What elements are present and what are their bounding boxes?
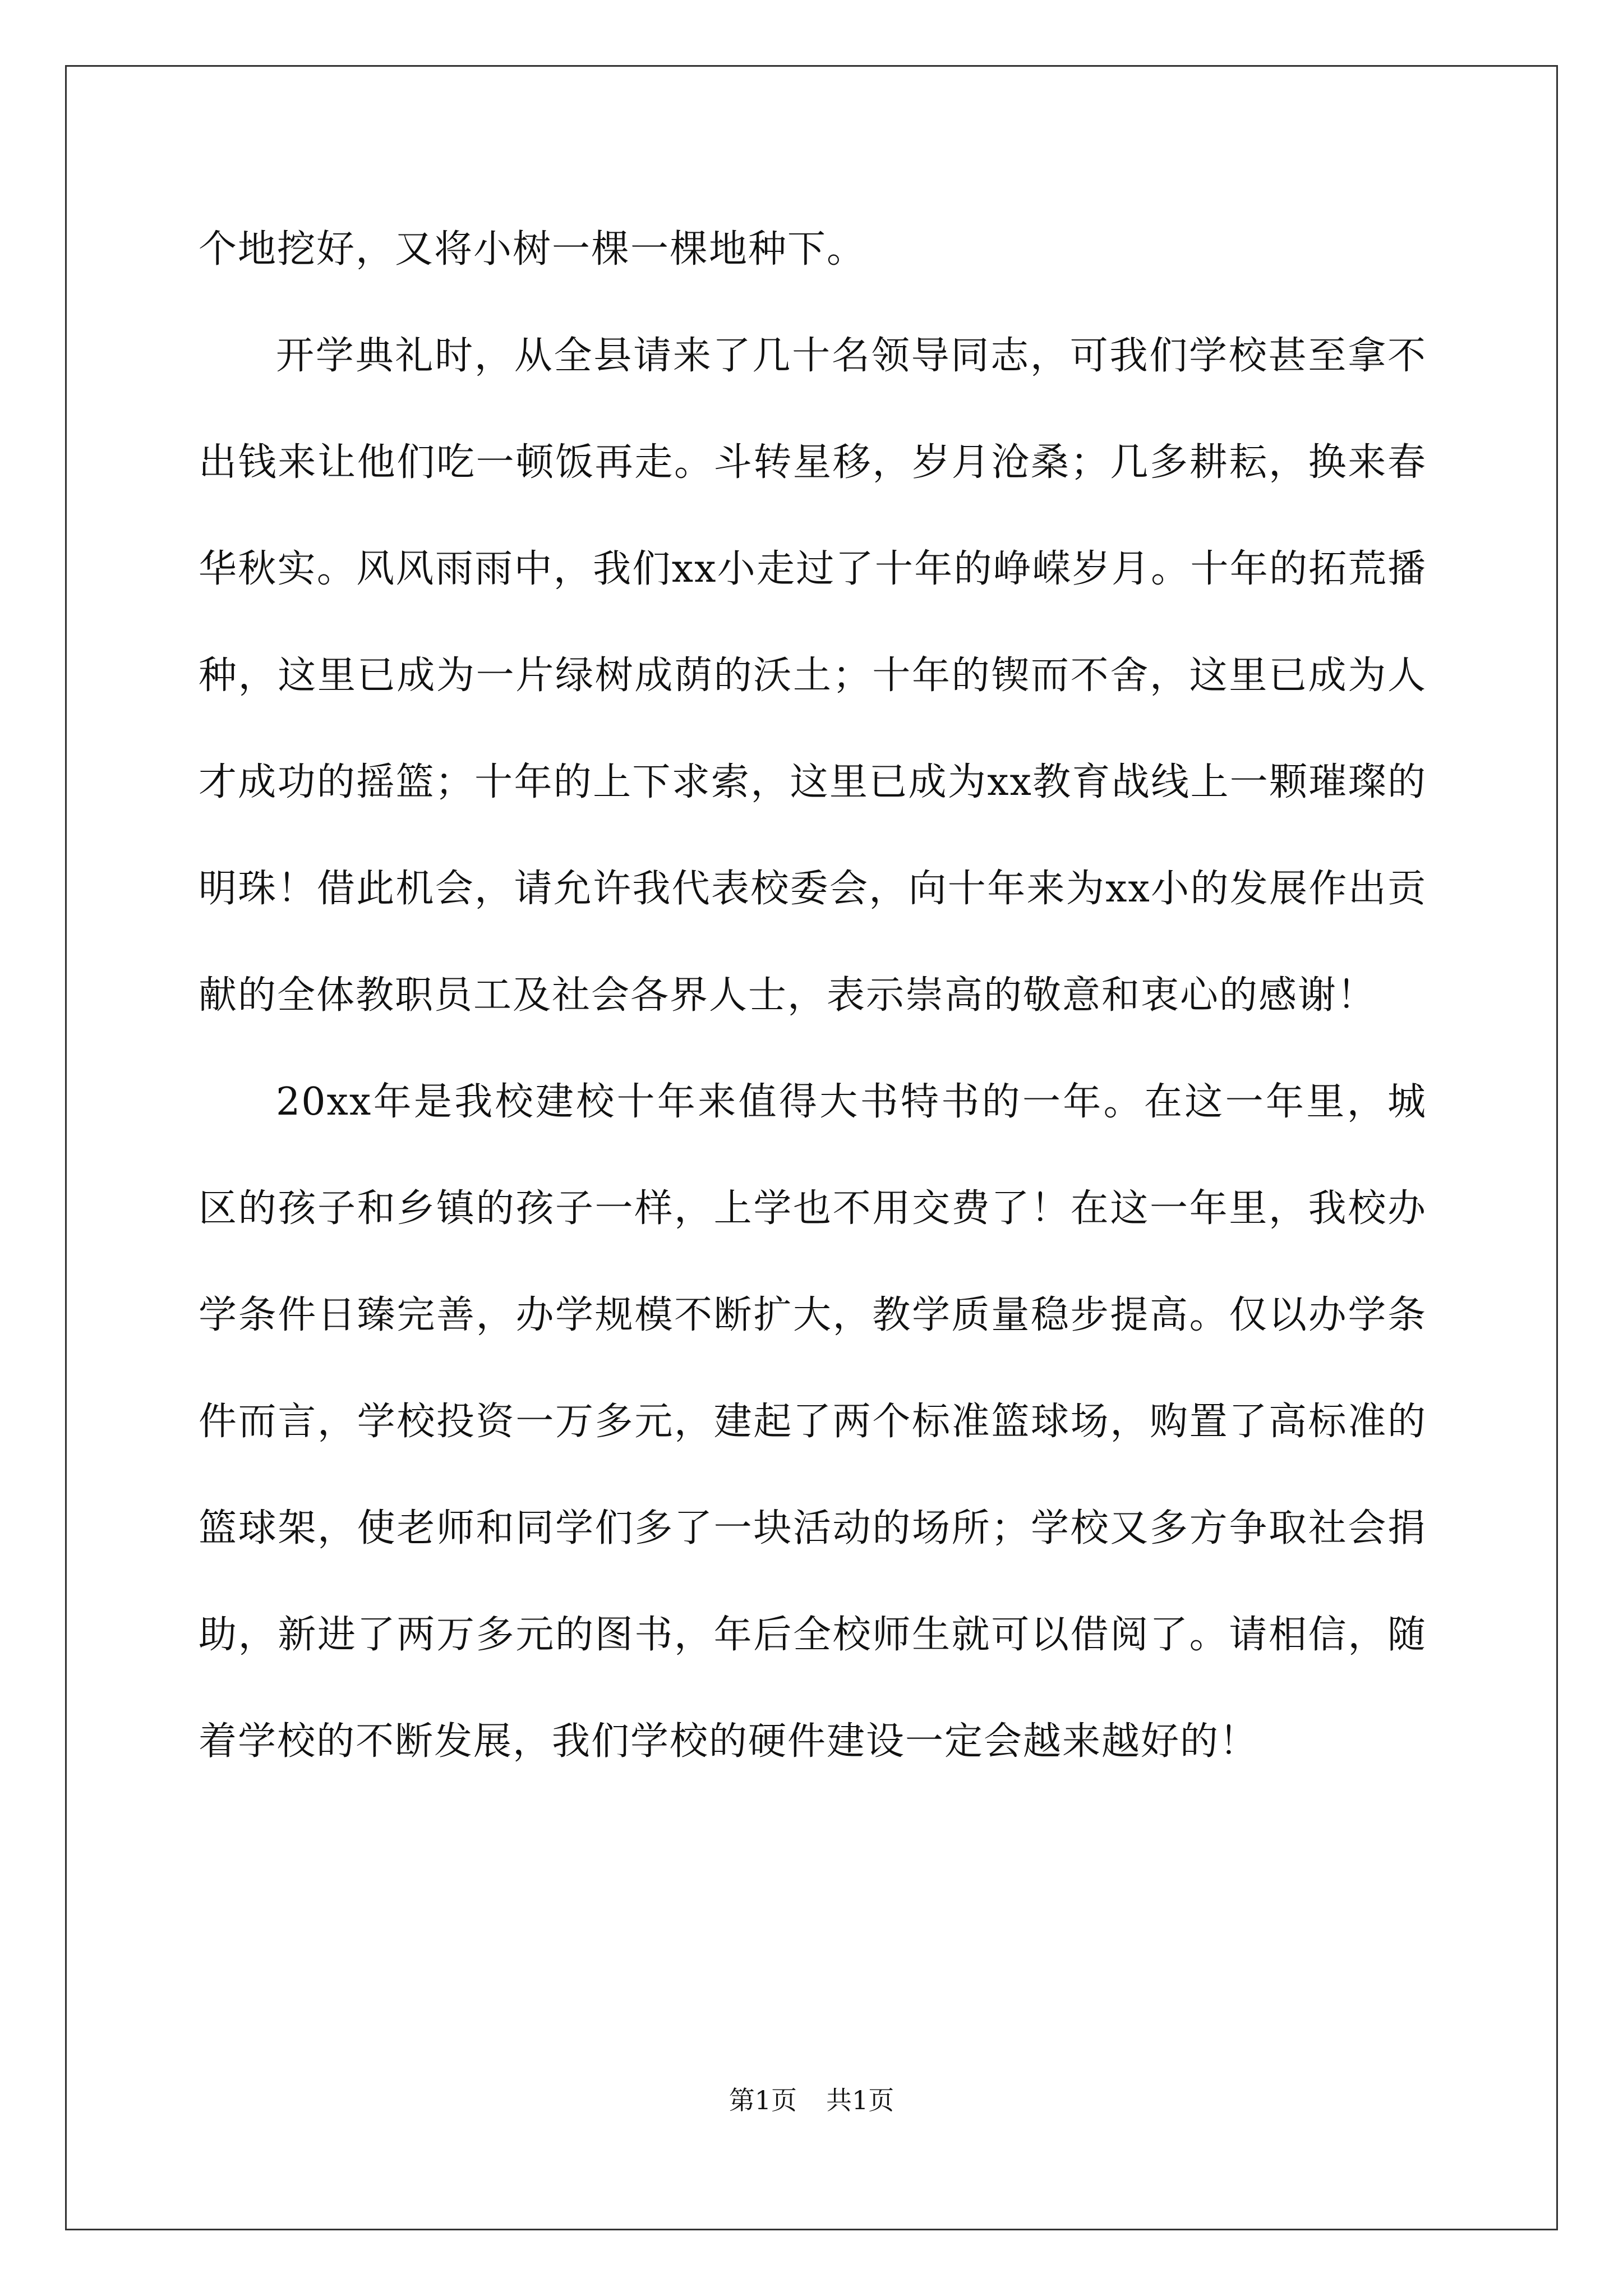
page-number: 第1页 <box>728 2085 797 2115</box>
page-total: 共1页 <box>826 2085 895 2115</box>
paragraph-school-year: 20xx年是我校建校十年来值得大书特书的一年。在这一年里，城区的孩子和乡镇的孩子一样，上学也不用交费了！在这一年里，我校办学条件日臻完善，办学规模不断扩大，教学质量稳步提高。仅以办学条件而言，学校投资一万多元，建起了两个标准篮球场，购置了高标准的篮球架，使老师和同学们多了一块活动的场所；学校又多方争取社会捐助，新进了两万多元的图书，年后全校师生就可以借阅了。请相信，随着学校的不断发展，我们学校的硬件建设一定会越来越好的！ <box>199 1080 1427 1764</box>
page-footer <box>0 2083 1623 2117</box>
document-body <box>199 196 1427 1795</box>
paragraph-opening-ceremony: 开学典礼时，从全县请来了几十名领导同志，可我们学校甚至拿不出钱来让他们吃一顿饭再走。斗转星移，岁月沧桑；几多耕耘，换来春华秋实。风风雨雨中，我们xx小走过了十年的峥嵘岁月。十年的拓荒播种，这里已成为一片绿树成荫的沃土；十年的锲而不舍，这里已成为人才成功的摇篮；十年的上下求索，这里已成为xx教育战线上一颗璀璨的明珠！借此机会，请允许我代表校委会，向十年来为xx小的发展作出贡献的全体教职员工及社会各界人士，表示崇高的敬意和衷心的感谢！ <box>199 334 1427 1018</box>
paragraph-continuation: 个地挖好，又将小树一棵一棵地种下。 <box>199 227 866 272</box>
